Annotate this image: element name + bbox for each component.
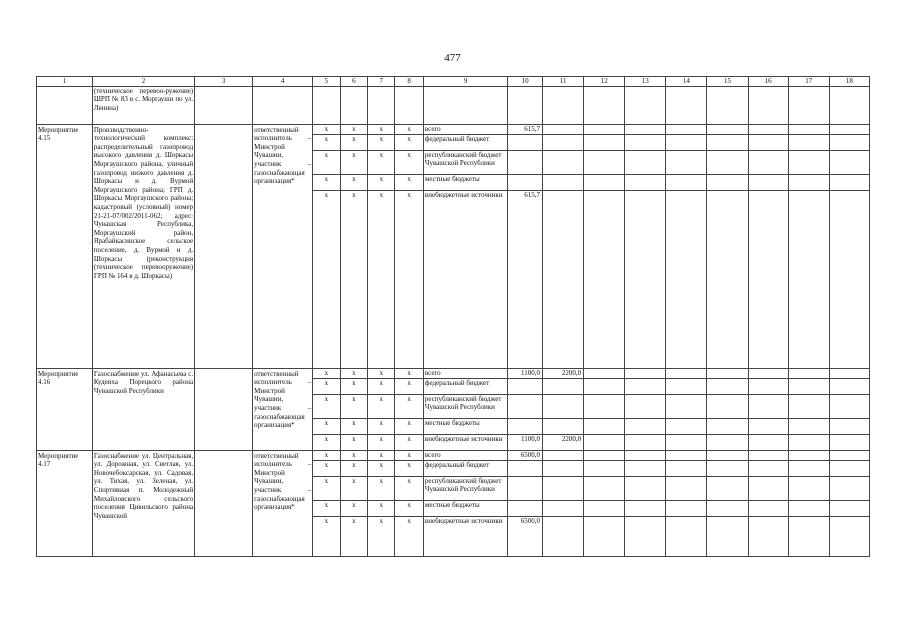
col-header: 11 (543, 77, 584, 87)
amount-cell (543, 516, 584, 556)
code-cell: x (313, 418, 340, 434)
empty-cell (748, 174, 788, 190)
amount-cell (543, 394, 584, 418)
empty-cell (666, 134, 707, 150)
empty-cell (748, 500, 788, 516)
code-cell: x (395, 174, 423, 190)
col-header: 4 (253, 77, 313, 87)
code-cell: x (313, 500, 340, 516)
measure-name: Производственно-технологический комплекс: распределительный газопровод высокого давления д. Шоркасы Моргаушского района, уличный газопровод низкого давления д. Шоркасы и д. Вурмой Моргаушского района; ГРП д. Шоркасы Моргаушского района; кадастровый (условный) номер 21-21-07/002/2011-062; адрес: Чувашская Республика, Моргаушский район, Ярабайкасинское сельское поселение, д. Вурмой и д. Шоркасы (реконструкция (техническое перевооружение) ГРП № 164 в д. Шоркасы) (92, 124, 194, 368)
amount-cell (508, 460, 543, 476)
empty-cell (584, 418, 625, 434)
empty-cell (788, 434, 829, 450)
amount-cell (543, 450, 584, 460)
code-cell: x (313, 174, 340, 190)
empty-cell (829, 378, 869, 394)
col-header: 14 (666, 77, 707, 87)
empty-cell (707, 134, 748, 150)
code-cell: x (340, 418, 367, 434)
amount-cell (543, 174, 584, 190)
empty-cell (625, 378, 666, 394)
funding-source: внебюджетные источники (423, 434, 507, 450)
funding-source: федеральный бюджет (423, 460, 507, 476)
code-cell: x (395, 500, 423, 516)
empty-cell (666, 368, 707, 378)
empty-cell (788, 450, 829, 460)
empty-cell (666, 418, 707, 434)
empty-cell (788, 134, 829, 150)
code-cell: x (368, 174, 395, 190)
funding-source: республиканский бюджет Чувашской Республики (423, 394, 507, 418)
code-cell: x (340, 378, 367, 394)
empty-cell (788, 378, 829, 394)
code-cell: x (313, 460, 340, 476)
empty-cell (829, 124, 869, 134)
amount-cell (508, 134, 543, 150)
program-table (36, 76, 870, 557)
empty-cell (829, 418, 869, 434)
funding-source: местные бюджеты (423, 418, 507, 434)
measure-row (37, 450, 870, 460)
amount-cell (543, 134, 584, 150)
funding-source: всего (423, 450, 507, 460)
code-cell: x (395, 418, 423, 434)
empty-cell (748, 190, 788, 368)
empty-cell (584, 434, 625, 450)
amount-cell: 2200,0 (543, 368, 584, 378)
col-header: 17 (788, 77, 829, 87)
measure-id: Мероприятие 4.16 (37, 368, 93, 450)
empty-cell (584, 134, 625, 150)
empty-cell (748, 450, 788, 460)
code-cell: x (340, 450, 367, 460)
code-cell: x (368, 460, 395, 476)
empty-cell (829, 500, 869, 516)
code-cell: x (340, 434, 367, 450)
empty-cell (707, 150, 748, 174)
empty-cell (666, 150, 707, 174)
empty-cell (625, 476, 666, 500)
code-cell: x (313, 368, 340, 378)
code-cell: x (395, 368, 423, 378)
code-cell: x (368, 150, 395, 174)
code-cell: x (313, 394, 340, 418)
col-header: 18 (829, 77, 869, 87)
empty-cell (788, 368, 829, 378)
empty-cell (707, 476, 748, 500)
empty-cell (584, 174, 625, 190)
code-cell: x (340, 150, 367, 174)
empty-cell (788, 394, 829, 418)
code-cell: x (395, 150, 423, 174)
measure-executor: ответственный исполнитель – Минстрой Чувашии, участник – газоснабжающая организация* (253, 368, 313, 450)
funding-source: внебюджетные источники (423, 516, 507, 556)
code-cell: x (395, 460, 423, 476)
amount-cell: 615,7 (508, 190, 543, 368)
empty-cell (829, 450, 869, 460)
empty-cell (829, 460, 869, 476)
empty-cell (625, 124, 666, 134)
amount-cell (508, 150, 543, 174)
empty-cell (829, 190, 869, 368)
empty-cell (829, 368, 869, 378)
code-cell: x (313, 190, 340, 368)
empty-cell (584, 394, 625, 418)
code-cell: x (368, 190, 395, 368)
amount-cell: 1100,0 (508, 434, 543, 450)
amount-cell (508, 378, 543, 394)
empty-cell (625, 516, 666, 556)
empty-cell (707, 418, 748, 434)
code-cell: x (313, 378, 340, 394)
code-cell: x (395, 394, 423, 418)
amount-cell (543, 190, 584, 368)
funding-source: республиканский бюджет Чувашской Республики (423, 476, 507, 500)
empty-cell (748, 418, 788, 434)
cell (195, 450, 253, 556)
code-cell: x (395, 124, 423, 134)
empty-cell (584, 460, 625, 476)
empty-cell (666, 500, 707, 516)
empty-cell (748, 150, 788, 174)
amount-cell (508, 174, 543, 190)
empty-cell (788, 516, 829, 556)
empty-cell (666, 476, 707, 500)
amount-cell (508, 500, 543, 516)
empty-cell (666, 174, 707, 190)
code-cell: x (340, 394, 367, 418)
amount-cell: 1100,0 (508, 368, 543, 378)
code-cell: x (313, 476, 340, 500)
empty-cell (829, 174, 869, 190)
empty-cell (584, 190, 625, 368)
code-cell: x (368, 124, 395, 134)
empty-cell (829, 476, 869, 500)
col-header: 6 (340, 77, 367, 87)
col-header: 16 (748, 77, 788, 87)
funding-source: внебюджетные источники (423, 190, 507, 368)
amount-cell: 2200,0 (543, 434, 584, 450)
funding-source: всего (423, 368, 507, 378)
empty-cell (625, 368, 666, 378)
col-header: 5 (313, 77, 340, 87)
empty-cell (707, 500, 748, 516)
cell (195, 368, 253, 450)
code-cell: x (368, 516, 395, 556)
code-cell: x (395, 134, 423, 150)
amount-cell (543, 460, 584, 476)
empty-cell (788, 190, 829, 368)
amount-cell (508, 476, 543, 500)
code-cell: x (368, 476, 395, 500)
empty-cell (584, 476, 625, 500)
measure-executor: ответственный исполнитель – Минстрой Чувашии, участник – газоснабжающая организация* (253, 124, 313, 368)
col-header: 12 (584, 77, 625, 87)
empty-cell (666, 450, 707, 460)
measure-name: Газоснабжение ул. Центральная, ул. Дорожная, ул. Светлая, ул. Новочебоксарская, ул. Садовая, ул. Тихая, ул. Зеленая, ул. Спортивная п. Молодежный Михайловского сельского поселения Цивильского района Чувашской (92, 450, 194, 556)
measure-row (37, 124, 870, 134)
empty-cell (829, 134, 869, 150)
empty-cell (788, 124, 829, 134)
code-cell: x (313, 434, 340, 450)
empty-cell (748, 394, 788, 418)
funding-source: местные бюджеты (423, 174, 507, 190)
code-cell: x (395, 190, 423, 368)
empty-cell (707, 190, 748, 368)
empty-cell (748, 368, 788, 378)
measure-row (37, 368, 870, 378)
code-cell: x (313, 150, 340, 174)
empty-cell (829, 150, 869, 174)
empty-cell (707, 434, 748, 450)
empty-cell (748, 434, 788, 450)
code-cell: x (368, 134, 395, 150)
funding-source: всего (423, 124, 507, 134)
cell (195, 124, 253, 368)
code-cell: x (340, 460, 367, 476)
code-cell: x (340, 476, 367, 500)
empty-cell (829, 394, 869, 418)
code-cell: x (395, 378, 423, 394)
amount-cell (543, 418, 584, 434)
amount-cell (543, 500, 584, 516)
empty-cell (788, 500, 829, 516)
empty-cell (666, 516, 707, 556)
code-cell: x (395, 516, 423, 556)
empty-cell (625, 190, 666, 368)
code-cell: x (340, 124, 367, 134)
funding-source: местные бюджеты (423, 500, 507, 516)
code-cell: x (340, 368, 367, 378)
empty-cell (707, 368, 748, 378)
empty-cell (625, 418, 666, 434)
measure-name: Газоснабжение ул. Афанасьева с. Кудеиха Порецкого района Чувашской Республики (92, 368, 194, 450)
empty-cell (707, 174, 748, 190)
code-cell: x (368, 434, 395, 450)
empty-cell (584, 368, 625, 378)
measure-name: (техническое перевоо-ружение) ШРП № 83 в с. Моргауши по ул. Ленина) (92, 86, 194, 124)
col-header: 1 (37, 77, 93, 87)
empty-cell (584, 150, 625, 174)
empty-cell (625, 174, 666, 190)
col-header: 7 (368, 77, 395, 87)
empty-cell (748, 124, 788, 134)
code-cell: x (340, 134, 367, 150)
empty-cell (707, 460, 748, 476)
page-number: 477 (444, 52, 461, 64)
empty-cell (829, 434, 869, 450)
amount-cell: 6500,0 (508, 516, 543, 556)
empty-cell (666, 460, 707, 476)
empty-cell (666, 124, 707, 134)
empty-cell (625, 434, 666, 450)
empty-cell (625, 150, 666, 174)
empty-cell (748, 460, 788, 476)
code-cell: x (368, 500, 395, 516)
empty-cell (829, 516, 869, 556)
continuation-row (37, 86, 870, 124)
empty-cell (584, 516, 625, 556)
empty-cell (788, 460, 829, 476)
amount-cell (543, 378, 584, 394)
code-cell: x (340, 500, 367, 516)
code-cell: x (395, 434, 423, 450)
empty-cell (625, 450, 666, 460)
empty-cell (707, 516, 748, 556)
code-cell: x (368, 394, 395, 418)
empty-cell (707, 378, 748, 394)
empty-cell (748, 476, 788, 500)
amount-cell (508, 394, 543, 418)
code-cell: x (340, 190, 367, 368)
empty-cell (788, 150, 829, 174)
col-header: 3 (195, 77, 253, 87)
code-cell: x (395, 450, 423, 460)
col-header: 2 (92, 77, 194, 87)
empty-cell (748, 134, 788, 150)
empty-cell (584, 500, 625, 516)
amount-cell: 615,7 (508, 124, 543, 134)
empty-cell (625, 460, 666, 476)
code-cell: x (368, 378, 395, 394)
empty-cell (625, 394, 666, 418)
amount-cell (543, 124, 584, 134)
empty-cell (584, 450, 625, 460)
amount-cell: 6500,0 (508, 450, 543, 460)
empty-cell (707, 124, 748, 134)
col-header: 15 (707, 77, 748, 87)
empty-cell (666, 394, 707, 418)
measure-id: Мероприятие 4.17 (37, 450, 93, 556)
code-cell: x (340, 174, 367, 190)
amount-cell (543, 150, 584, 174)
col-header: 13 (625, 77, 666, 87)
code-cell: x (313, 450, 340, 460)
empty-cell (625, 134, 666, 150)
empty-cell (666, 190, 707, 368)
col-header: 10 (508, 77, 543, 87)
funding-source: федеральный бюджет (423, 378, 507, 394)
empty-cell (788, 476, 829, 500)
empty-cell (584, 124, 625, 134)
measure-executor: ответственный исполнитель – Минстрой Чувашии, участник – газоснабжающая организация* (253, 450, 313, 556)
funding-source: федеральный бюджет (423, 134, 507, 150)
code-cell: x (340, 516, 367, 556)
empty-cell (748, 516, 788, 556)
amount-cell (508, 418, 543, 434)
empty-cell (625, 500, 666, 516)
empty-cell (666, 434, 707, 450)
amount-cell (543, 476, 584, 500)
col-header: 9 (423, 77, 507, 87)
code-cell: x (313, 134, 340, 150)
empty-cell (666, 378, 707, 394)
empty-cell (748, 378, 788, 394)
code-cell: x (368, 418, 395, 434)
code-cell: x (313, 516, 340, 556)
empty-cell (707, 450, 748, 460)
empty-cell (707, 394, 748, 418)
empty-cell (584, 378, 625, 394)
column-number-row (37, 77, 870, 87)
funding-source: республиканский бюджет Чувашской Республики (423, 150, 507, 174)
col-header: 8 (395, 77, 423, 87)
empty-cell (788, 418, 829, 434)
code-cell: x (313, 124, 340, 134)
empty-cell (788, 174, 829, 190)
code-cell: x (395, 476, 423, 500)
code-cell: x (368, 368, 395, 378)
measure-id: Мероприятие 4.15 (37, 124, 93, 368)
code-cell: x (368, 450, 395, 460)
